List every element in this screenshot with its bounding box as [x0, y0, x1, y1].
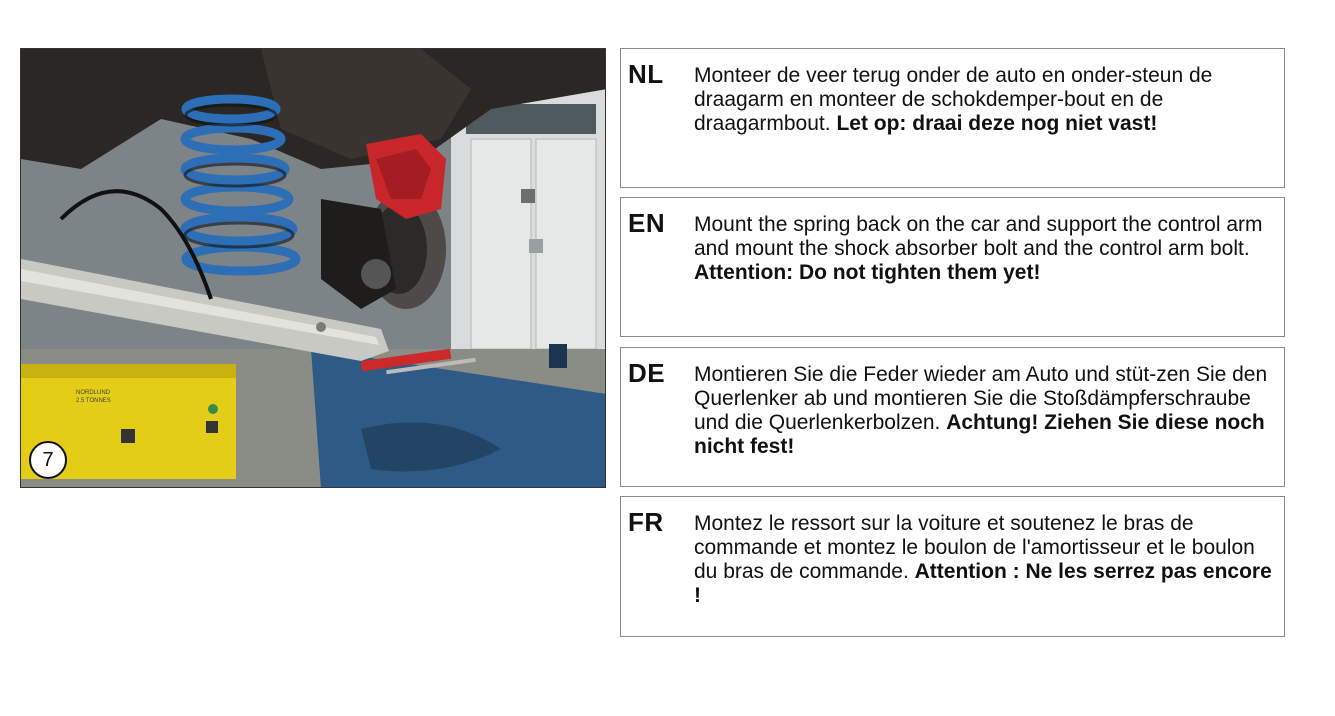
lift-label-line2: 2.5 TONNES — [76, 398, 111, 404]
instruction-body-nl: Monteer de veer terug onder de auto en onder-steun de draagarm en monteer de schokdemper-bout en de draagarmbout. — [694, 64, 1213, 135]
instruction-text-nl — [694, 64, 1278, 136]
instruction-body-en: Mount the spring back on the car and support the control arm and mount the shock absorber bolt and the control arm bolt. — [694, 213, 1263, 260]
language-code-nl: NL — [628, 59, 664, 89]
instruction-text-en — [694, 213, 1278, 285]
lift-label-line1: NORDLUND — [76, 390, 111, 396]
language-code-en: EN — [628, 208, 666, 238]
instruction-block-de — [620, 347, 1285, 487]
language-code-fr: FR — [628, 507, 664, 537]
instruction-warning-de: Achtung! Ziehen Sie diese noch nicht fest! — [694, 411, 1265, 458]
instruction-warning-nl: Let op: draai deze nog niet vast! — [836, 112, 1158, 135]
step-photo — [20, 48, 606, 488]
language-code-de: DE — [628, 358, 666, 388]
instruction-block-nl — [620, 48, 1285, 188]
instruction-body-de: Montieren Sie die Feder wieder am Auto und stüt-zen Sie den Querlenker ab und montieren Sie die Stoßdämpferschraube und die Querlenkerbolzen. — [694, 363, 1268, 434]
instruction-warning-fr: Attention : Ne les serrez pas encore ! — [694, 560, 1272, 607]
instruction-text-fr — [694, 512, 1278, 608]
instruction-body-fr: Montez le ressort sur la voiture et soutenez le bras de commande et montez le boulon de l'amortisseur et le boulon du bras de commande. — [694, 512, 1255, 583]
instruction-block-en — [620, 197, 1285, 337]
suspension-photo-illustration — [21, 49, 606, 488]
instruction-text-de — [694, 363, 1278, 459]
step-number-badge: 7 — [29, 441, 67, 479]
instruction-block-fr — [620, 496, 1285, 637]
instruction-warning-en: Attention: Do not tighten them yet! — [694, 261, 1041, 284]
